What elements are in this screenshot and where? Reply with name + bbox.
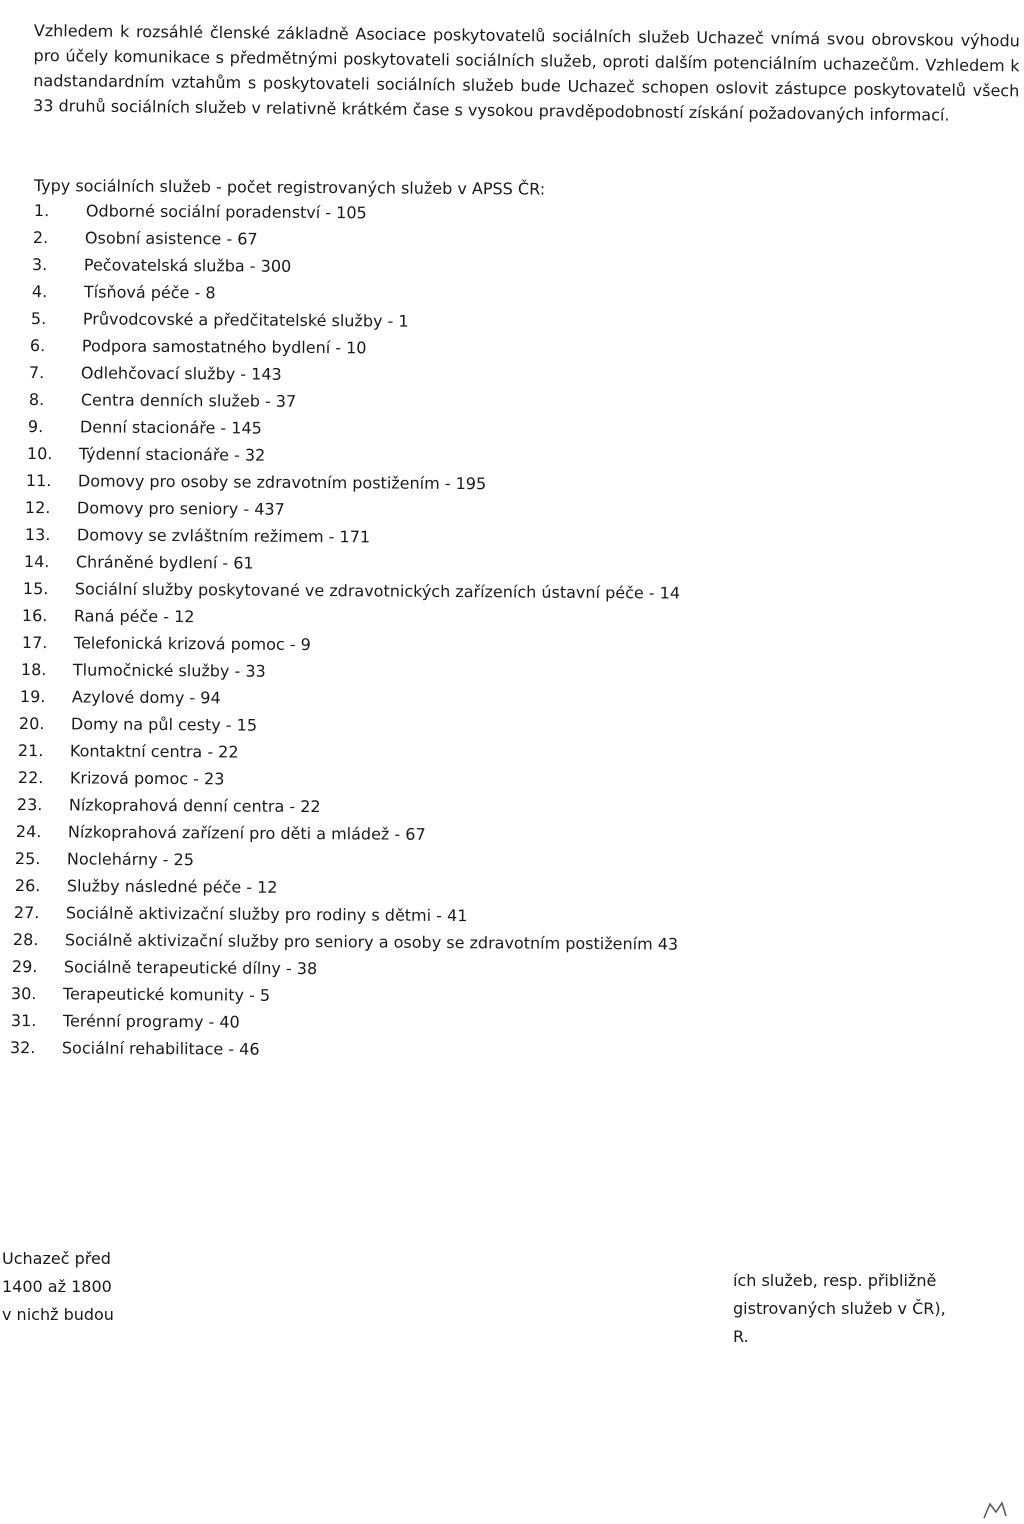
list-item: 10. Týdenní stacionáře - 32 bbox=[26, 443, 266, 465]
list-item: 9. Denní stacionáře - 145 bbox=[27, 416, 262, 438]
service-types-heading: Typy sociálních služeb - počet registrovaných služeb v APSS ČR: bbox=[33, 175, 546, 199]
list-item: 15. Sociální služby poskytované ve zdravotnických zařízeních ústavní péče - 14 bbox=[22, 579, 681, 603]
list-item: 13. Domovy se zvláštním režimem - 171 bbox=[24, 525, 371, 547]
list-item: 17. Telefonická krizová pomoc - 9 bbox=[21, 633, 311, 655]
list-item: 26. Služby následné péče - 12 bbox=[14, 876, 278, 897]
list-item: 3. Pečovatelská služba - 300 bbox=[31, 254, 292, 276]
list-item: 5. Průvodcovské a předčitatelské služby - 1 bbox=[30, 308, 409, 331]
list-item: 4. Tísňová péče - 8 bbox=[31, 281, 216, 303]
list-item: 29. Sociálně terapeutické dílny - 38 bbox=[11, 957, 318, 979]
cut-fragment-left-3: v nichž budou bbox=[2, 1305, 114, 1324]
list-item: 28. Sociálně aktivizační služby pro seniory a osoby se zdravotním postižením 43 bbox=[12, 930, 679, 954]
list-item: 19. Azylové domy - 94 bbox=[19, 687, 221, 708]
list-item: 21. Kontaktní centra - 22 bbox=[17, 741, 239, 762]
list-item: 23. Nízkoprahová denní centra - 22 bbox=[16, 795, 321, 817]
list-item: 1. Odborné sociální poradenství - 105 bbox=[33, 200, 367, 223]
cut-fragment-left-1: Uchazeč před bbox=[2, 1249, 111, 1268]
list-item: 22. Krizová pomoc - 23 bbox=[17, 768, 225, 789]
list-item: 31. Terénní programy - 40 bbox=[10, 1011, 240, 1032]
corner-scribble-icon bbox=[980, 1500, 1010, 1520]
cut-fragment-right-2: gistrovaných služeb v ČR), bbox=[733, 1299, 946, 1318]
list-item: 24. Nízkoprahová zařízení pro děti a mládež - 67 bbox=[15, 822, 426, 844]
list-item: 20. Domy na půl cesty - 15 bbox=[18, 714, 258, 735]
cut-fragment-right-3: R. bbox=[733, 1327, 749, 1346]
cut-fragment-left-2: 1400 až 1800 bbox=[2, 1277, 112, 1296]
list-item: 6. Podpora samostatného bydlení - 10 bbox=[29, 335, 367, 358]
intro-paragraph: Vzhledem k rozsáhlé členské základně Asociace poskytovatelů sociálních služeb Uchazeč vnímá svou obrovskou výhodu pro účely komunikace s předmětnými poskytovateli sociálních služeb, oproti dalším potenciálním uchazečům. Vzhledem k nadstandardním vztahům s poskytovateli sociálních služeb bude Uchazeč schopen oslovit zástupce poskytovatelů všech 33 druhů sociálních služeb v relativně krátkém čase s vysokou pravděpodobností získání požadovaných informací. bbox=[32, 20, 1020, 125]
list-item: 14. Chráněné bydlení - 61 bbox=[23, 552, 254, 573]
list-item: 11. Domovy pro osoby se zdravotním postižením - 195 bbox=[25, 470, 487, 494]
list-item: 18. Tlumočnické služby - 33 bbox=[20, 660, 266, 681]
list-item: 7. Odlehčovací služby - 143 bbox=[28, 362, 282, 384]
list-item: 12. Domovy pro seniory - 437 bbox=[24, 497, 285, 519]
list-item: 25. Noclehárny - 25 bbox=[14, 849, 194, 870]
list-item: 32. Sociální rehabilitace - 46 bbox=[9, 1038, 260, 1059]
list-item: 8. Centra denních služeb - 37 bbox=[28, 389, 297, 411]
list-item: 27. Sociálně aktivizační služby pro rodiny s dětmi - 41 bbox=[13, 903, 468, 926]
list-item: 16. Raná péče - 12 bbox=[21, 606, 195, 627]
cut-fragment-right-1: ích služeb, resp. přibližně bbox=[733, 1271, 937, 1290]
list-item: 2. Osobní asistence - 67 bbox=[32, 227, 258, 249]
list-item: 30. Terapeutické komunity - 5 bbox=[10, 984, 271, 1005]
